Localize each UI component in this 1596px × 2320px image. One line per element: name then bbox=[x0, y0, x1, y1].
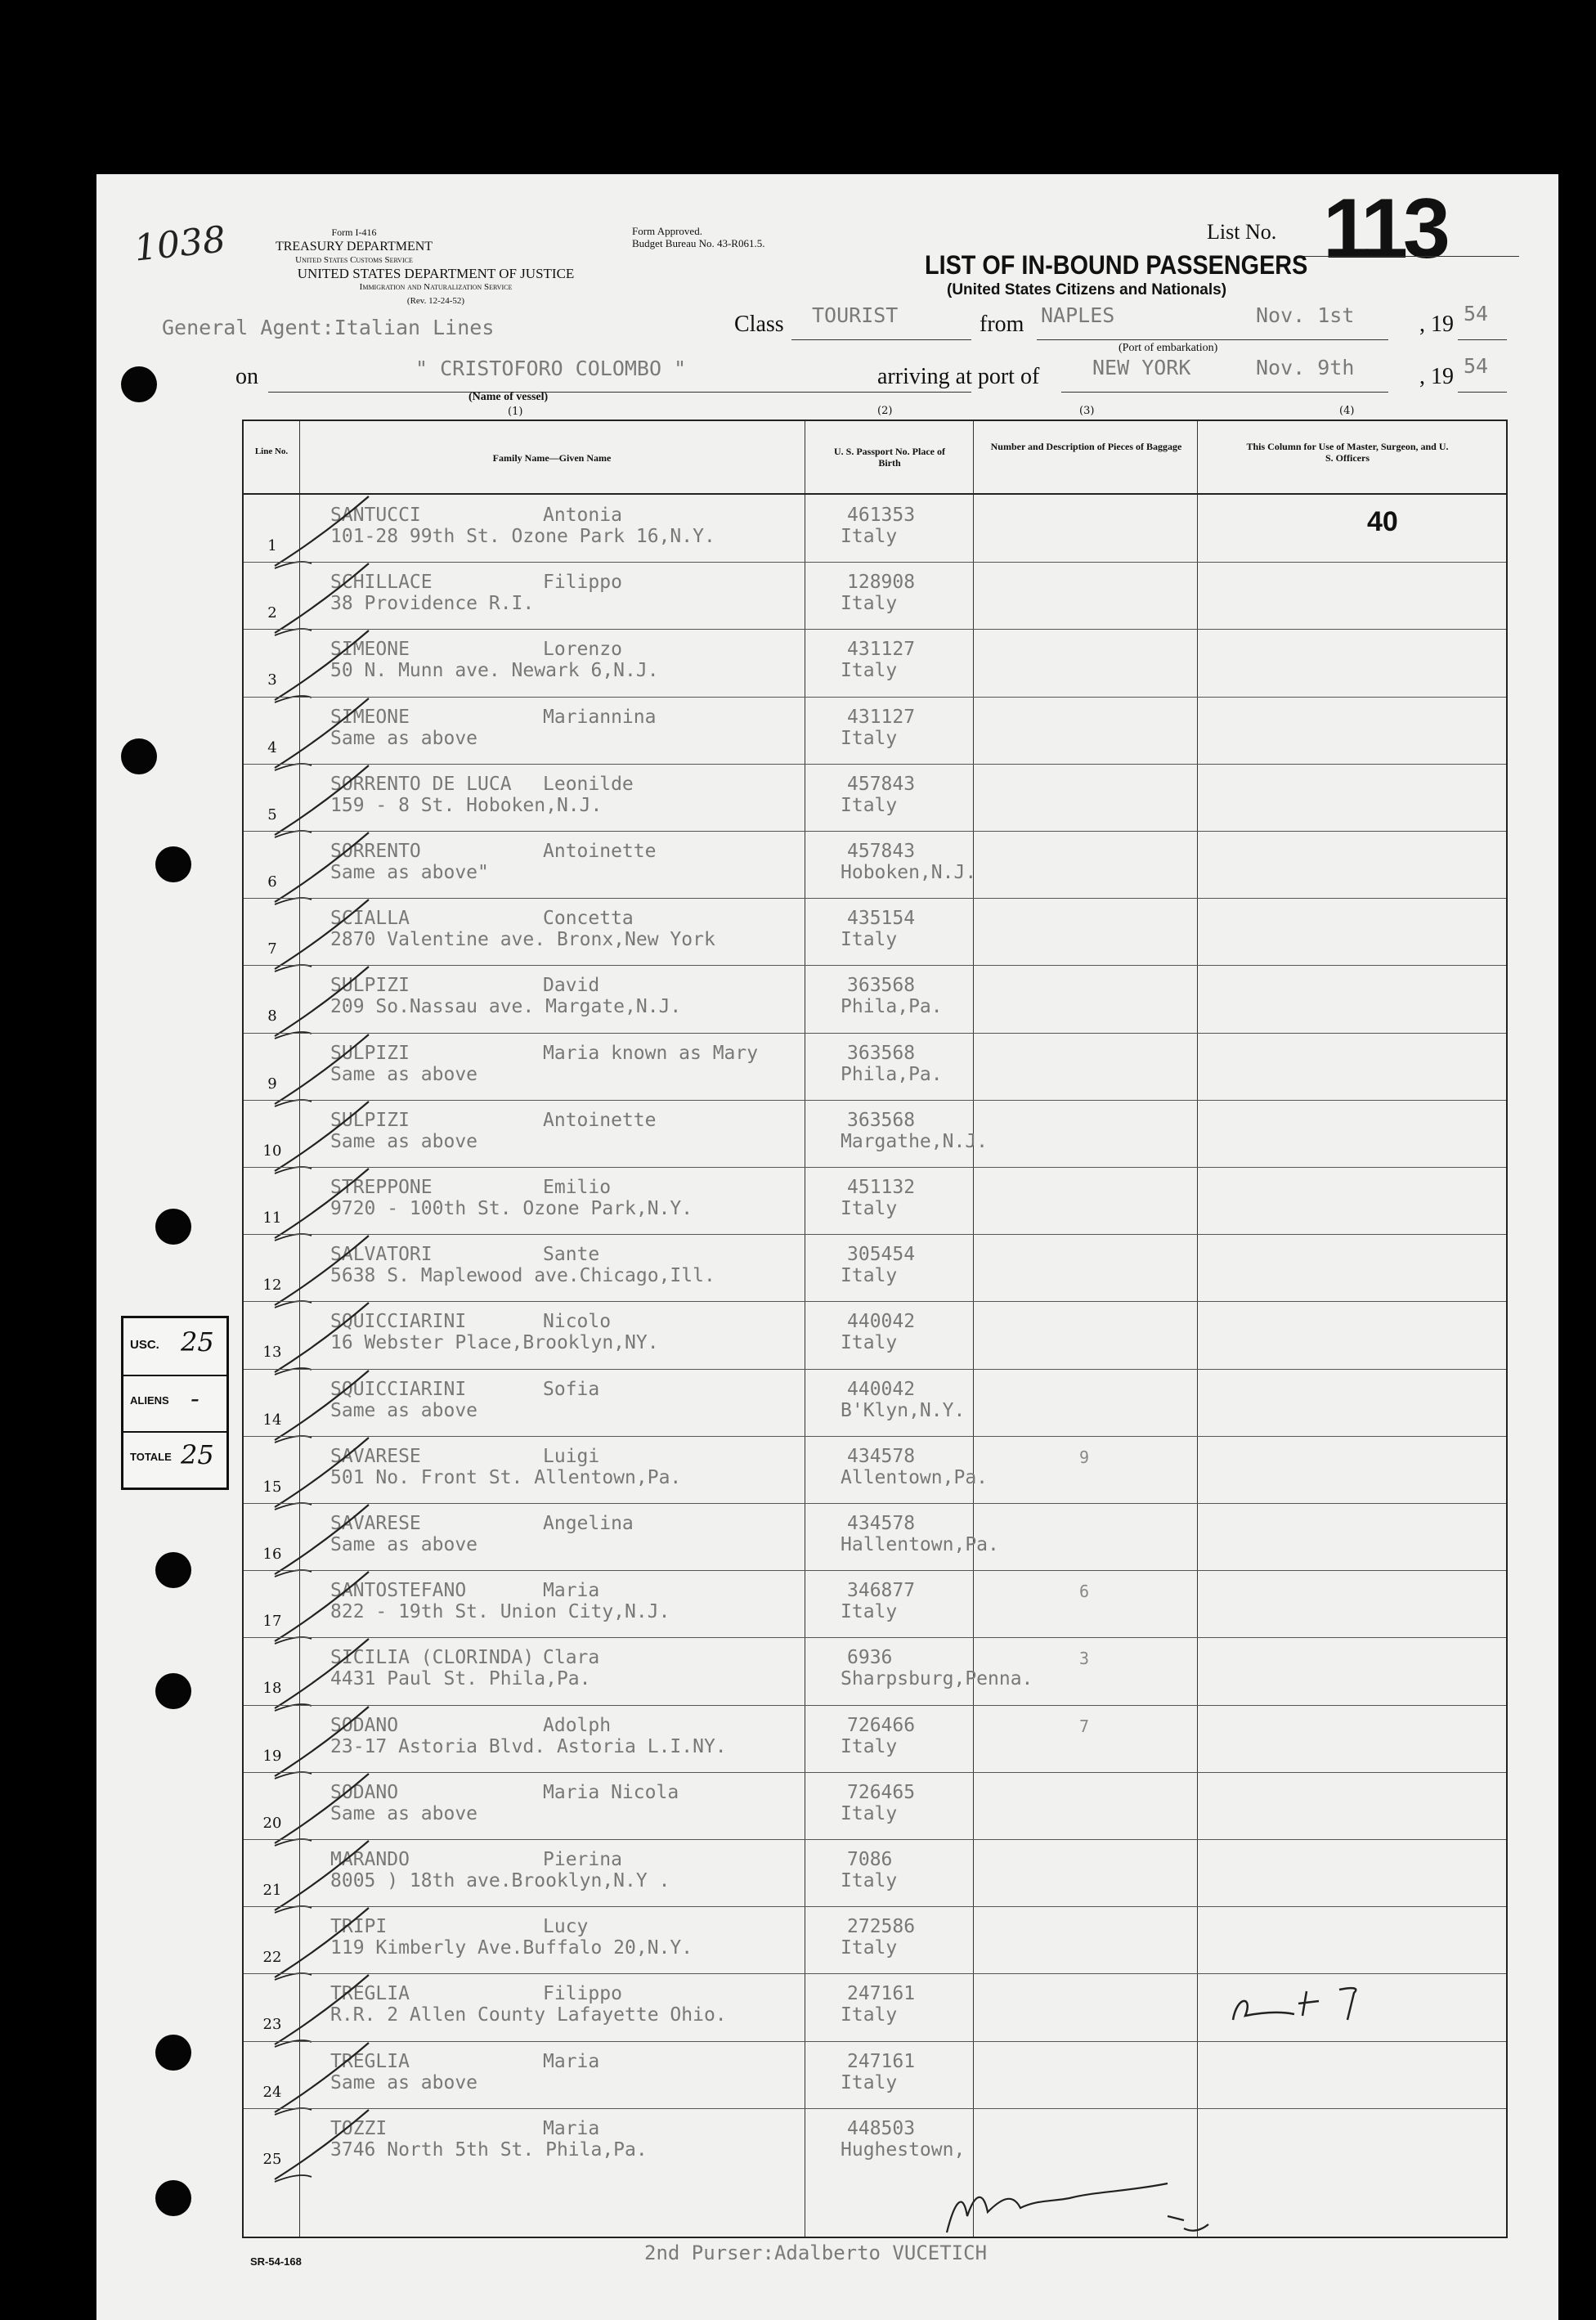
given-name: Adolph bbox=[543, 1714, 612, 1736]
family-name: SORRENTO bbox=[330, 841, 421, 862]
given-name: Emilio bbox=[543, 1177, 612, 1198]
line-number: 21 bbox=[262, 1882, 282, 1899]
col-header-name: Family Name—Given Name bbox=[492, 452, 612, 464]
passport-number: 434578 bbox=[847, 1513, 916, 1534]
stamp-aliens-label: ALIENS bbox=[130, 1394, 169, 1407]
place-of-birth: Italy bbox=[841, 1870, 898, 1891]
line-number: 1 bbox=[267, 537, 277, 554]
baggage-count: 3 bbox=[1079, 1649, 1090, 1669]
place-of-birth: Italy bbox=[841, 1265, 898, 1287]
passenger-address: 159 - 8 St. Hoboken,N.J. bbox=[330, 794, 603, 816]
family-name: SODANO bbox=[330, 1781, 399, 1803]
check-mark bbox=[275, 1034, 397, 1108]
check-mark bbox=[275, 1572, 397, 1645]
place-of-birth: B'Klyn,N.Y. bbox=[841, 1399, 966, 1421]
passenger-address: 5638 S. Maplewood ave.Chicago,Ill. bbox=[330, 1265, 715, 1287]
check-mark bbox=[275, 1639, 397, 1712]
arrival-port: NEW YORK bbox=[1092, 356, 1191, 379]
family-name: STREPPONE bbox=[330, 1177, 433, 1198]
passport-number: 457843 bbox=[847, 773, 916, 795]
check-mark bbox=[275, 832, 397, 906]
given-name: Maria Nicola bbox=[543, 1781, 679, 1803]
line-number: 6 bbox=[267, 873, 277, 891]
family-name: SALVATORI bbox=[330, 1244, 433, 1266]
passport-number: 305454 bbox=[847, 1244, 916, 1266]
family-name: SAVARESE bbox=[330, 1445, 421, 1467]
vessel-name: " CRISTOFORO COLOMBO " bbox=[415, 357, 687, 380]
passport-number: 431127 bbox=[847, 639, 916, 661]
table-row bbox=[244, 1705, 1506, 1773]
family-name: TRIPI bbox=[330, 1916, 388, 1938]
given-name: Maria bbox=[543, 2050, 600, 2072]
place-of-birth: Italy bbox=[841, 1937, 898, 1959]
line-number: 20 bbox=[262, 1814, 282, 1832]
passport-number: 457843 bbox=[847, 841, 916, 862]
passenger-address: 16 Webster Place,Brooklyn,NY. bbox=[330, 1332, 659, 1354]
place-of-birth: Margathe,N.J. bbox=[841, 1130, 989, 1152]
justice-block bbox=[244, 267, 628, 308]
table-row bbox=[244, 1301, 1506, 1369]
from-underline bbox=[1037, 339, 1388, 340]
passenger-address: 822 - 19th St. Union City,N.J. bbox=[330, 1601, 670, 1623]
punch-hole bbox=[155, 2035, 191, 2071]
family-name: SQUICCIARINI bbox=[330, 1378, 467, 1400]
given-name: Filippo bbox=[543, 572, 622, 594]
line-number: 14 bbox=[262, 1411, 282, 1429]
passport-number: 440042 bbox=[847, 1311, 916, 1333]
family-name: SIMEONE bbox=[330, 706, 410, 728]
table-row bbox=[244, 1570, 1506, 1638]
purser-signature-line: 2nd Purser:Adalberto VUCETICH bbox=[644, 2241, 988, 2264]
corner-mark: 1038 bbox=[132, 218, 228, 270]
departure-date: Nov. 1st bbox=[1256, 303, 1355, 327]
line-number: 12 bbox=[262, 1277, 282, 1295]
line-number: 11 bbox=[262, 1209, 282, 1227]
place-of-birth: Italy bbox=[841, 727, 898, 749]
line-number: 15 bbox=[262, 1478, 282, 1496]
budget-bureau: Budget Bureau No. 43-R061.5. bbox=[632, 237, 765, 249]
purser-handwriting bbox=[939, 2167, 1266, 2249]
line-number: 16 bbox=[262, 1546, 282, 1563]
passport-number: 434578 bbox=[847, 1445, 916, 1467]
given-name: Antoinette bbox=[543, 1109, 657, 1131]
given-name: Antonia bbox=[543, 505, 622, 526]
passport-number: 451132 bbox=[847, 1177, 916, 1198]
family-name: SORRENTO DE LUCA bbox=[330, 773, 512, 795]
punch-hole bbox=[155, 1209, 191, 1245]
officer-handwriting bbox=[1217, 1975, 1380, 2032]
given-name: Angelina bbox=[543, 1513, 634, 1534]
col-header-baggage: Number and Description of Pieces of Baggage bbox=[990, 441, 1182, 452]
check-mark bbox=[275, 1505, 397, 1578]
col-header-officers: This Column for Use of Master, Surgeon, and U. S. Officers bbox=[1246, 441, 1449, 464]
table-row bbox=[244, 562, 1506, 630]
arrival-year-underline bbox=[1458, 392, 1507, 393]
check-mark bbox=[275, 698, 397, 772]
vessel-underline bbox=[268, 392, 971, 393]
passport-number: 726466 bbox=[847, 1714, 916, 1736]
family-name: SIMEONE bbox=[330, 639, 410, 661]
customs-service: United States Customs Service bbox=[295, 255, 413, 265]
line-number: 17 bbox=[262, 1613, 282, 1631]
passenger-address: 119 Kimberly Ave.Buffalo 20,N.Y. bbox=[330, 1937, 693, 1959]
from-label: from bbox=[980, 312, 1024, 337]
family-name: SAVARESE bbox=[330, 1513, 421, 1534]
stamp-aliens-row bbox=[123, 1375, 226, 1433]
place-of-birth: Italy bbox=[841, 794, 898, 816]
stamp-usc-label: USC. bbox=[130, 1338, 159, 1352]
passenger-address: Same as above bbox=[330, 1130, 478, 1152]
passenger-address: 2870 Valentine ave. Bronx,New York bbox=[330, 929, 715, 951]
treasury-dept: TREASURY DEPARTMENT bbox=[275, 240, 433, 254]
check-mark bbox=[275, 630, 397, 704]
line-number: 8 bbox=[267, 1007, 277, 1025]
line-number: 7 bbox=[267, 940, 277, 958]
given-name: Antoinette bbox=[543, 841, 657, 862]
count-stamp bbox=[121, 1316, 229, 1490]
passport-number: 363568 bbox=[847, 1109, 916, 1131]
col-header-line: Line No. bbox=[254, 446, 289, 456]
punch-hole bbox=[155, 1552, 191, 1588]
line-number: 22 bbox=[262, 1949, 282, 1967]
punch-hole bbox=[155, 1673, 191, 1709]
given-name: Lorenzo bbox=[543, 639, 622, 661]
col-header-passport: U. S. Passport No. Place of Birth bbox=[834, 446, 945, 469]
line-number: 3 bbox=[267, 671, 277, 689]
family-name: SULPIZI bbox=[330, 1042, 410, 1064]
place-of-birth: Italy bbox=[841, 660, 898, 682]
list-label: List No. bbox=[1207, 220, 1277, 244]
passenger-address: 4431 Paul St. Phila,Pa. bbox=[330, 1668, 591, 1690]
line-number: 5 bbox=[267, 805, 277, 823]
line-number: 24 bbox=[262, 2083, 282, 2101]
given-name: Clara bbox=[543, 1647, 600, 1669]
punch-hole bbox=[155, 846, 191, 882]
arrival-underline bbox=[1061, 392, 1388, 393]
form-issuer-block bbox=[240, 226, 468, 267]
table-row bbox=[244, 1503, 1506, 1571]
given-name: Luigi bbox=[543, 1445, 600, 1467]
passenger-address: Same as above bbox=[330, 1534, 478, 1555]
given-name: Sofia bbox=[543, 1378, 600, 1400]
place-of-birth: Italy bbox=[841, 1601, 898, 1623]
passport-number: 247161 bbox=[847, 2050, 916, 2072]
stamp-total-value: 25 bbox=[181, 1439, 214, 1470]
line-number: 2 bbox=[267, 604, 277, 622]
stamp-aliens-value: - bbox=[191, 1383, 200, 1414]
passenger-address: Same as above bbox=[330, 727, 478, 749]
form-code: SR-54-168 bbox=[250, 2255, 302, 2268]
check-mark bbox=[275, 1975, 397, 2049]
passenger-address: 501 No. Front St. Allentown,Pa. bbox=[330, 1466, 682, 1488]
table-row bbox=[244, 764, 1506, 832]
table-row bbox=[244, 1033, 1506, 1101]
table-row bbox=[244, 965, 1506, 1033]
given-name: Maria known as Mary bbox=[543, 1042, 759, 1064]
check-mark bbox=[275, 765, 397, 839]
table-row bbox=[244, 1167, 1506, 1235]
table-row bbox=[244, 1906, 1506, 1974]
passport-number: 6936 bbox=[847, 1647, 893, 1669]
passenger-address: 50 N. Munn ave. Newark 6,N.J. bbox=[330, 660, 659, 682]
family-name: SULPIZI bbox=[330, 1109, 410, 1131]
check-mark bbox=[275, 2110, 397, 2183]
family-name: SCIALLA bbox=[330, 908, 410, 930]
arrival-date: Nov. 9th bbox=[1256, 356, 1355, 379]
passport-number: 435154 bbox=[847, 908, 916, 930]
line-number: 25 bbox=[262, 2150, 282, 2168]
check-mark bbox=[275, 496, 397, 570]
place-of-birth: Italy bbox=[841, 2071, 898, 2093]
line-number: 18 bbox=[262, 1680, 282, 1698]
check-mark bbox=[275, 1774, 397, 1847]
check-mark bbox=[275, 1438, 397, 1511]
passport-number: 272586 bbox=[847, 1916, 916, 1938]
officer-count: 40 bbox=[1367, 506, 1398, 537]
passenger-address: Same as above bbox=[330, 1063, 478, 1085]
general-agent: General Agent:Italian Lines bbox=[162, 316, 495, 339]
family-name: SICILIA (CLORINDA) bbox=[330, 1647, 535, 1669]
passenger-address: 101-28 99th St. Ozone Park 16,N.Y. bbox=[330, 526, 715, 547]
place-of-birth: Italy bbox=[841, 1332, 898, 1354]
given-name: Nicolo bbox=[543, 1311, 612, 1333]
passenger-address: Same as above bbox=[330, 1399, 478, 1421]
table-row bbox=[244, 1637, 1506, 1705]
punch-hole bbox=[121, 738, 157, 774]
arriving-label: arriving at port of bbox=[877, 364, 1040, 389]
table-row bbox=[244, 1772, 1506, 1840]
place-of-birth: Italy bbox=[841, 526, 898, 547]
given-name: Maria bbox=[543, 2117, 600, 2139]
place-of-birth: Phila,Pa. bbox=[841, 996, 943, 1018]
passport-number: 726465 bbox=[847, 1781, 916, 1803]
table-row bbox=[244, 1839, 1506, 1907]
family-name: SQUICCIARINI bbox=[330, 1311, 467, 1333]
class-label: Class bbox=[734, 312, 784, 337]
given-name: David bbox=[543, 975, 600, 997]
document-subtitle: (United States Citizens and Nationals) bbox=[947, 281, 1227, 298]
given-name: Pierina bbox=[543, 1849, 622, 1870]
line-number: 19 bbox=[262, 1747, 282, 1765]
check-mark bbox=[275, 1236, 397, 1309]
table-row bbox=[244, 1100, 1506, 1168]
place-of-birth: Italy bbox=[841, 1802, 898, 1824]
place-of-birth: Hallentown,Pa. bbox=[841, 1534, 999, 1555]
passport-number: 431127 bbox=[847, 706, 916, 728]
place-of-birth: Allentown,Pa. bbox=[841, 1466, 989, 1488]
place-of-birth: Sharpsburg,Penna. bbox=[841, 1668, 1033, 1690]
passport-number: 247161 bbox=[847, 1983, 916, 2005]
col-num-1: (1) bbox=[508, 406, 523, 418]
line-number: 13 bbox=[262, 1344, 282, 1362]
stamp-usc-value: 25 bbox=[181, 1326, 214, 1357]
given-name: Leonilde bbox=[543, 773, 634, 795]
place-of-birth: Phila,Pa. bbox=[841, 1063, 943, 1085]
check-mark bbox=[275, 563, 397, 637]
place-of-birth: Italy bbox=[841, 593, 898, 615]
check-mark bbox=[275, 967, 397, 1040]
place-of-birth: Italy bbox=[841, 2004, 898, 2026]
depart-year-underline bbox=[1458, 339, 1507, 340]
passenger-address: 23-17 Astoria Blvd. Astoria L.I.NY. bbox=[330, 1735, 727, 1757]
check-mark bbox=[275, 900, 397, 973]
passenger-address: 209 So.Nassau ave. Margate,N.J. bbox=[330, 996, 682, 1018]
document-title: LIST OF IN-BOUND PASSENGERS bbox=[925, 250, 1308, 280]
table-row bbox=[244, 898, 1506, 966]
on-label: on bbox=[235, 364, 258, 389]
port-embark-caption: (Port of embarkation) bbox=[1119, 342, 1218, 354]
passenger-table bbox=[242, 420, 1508, 2238]
passenger-address: R.R. 2 Allen County Lafayette Ohio. bbox=[330, 2004, 727, 2026]
family-name: MARANDO bbox=[330, 1849, 410, 1870]
family-name: SANTOSTEFANO bbox=[330, 1580, 467, 1602]
passport-number: 448503 bbox=[847, 2117, 916, 2139]
table-row bbox=[244, 1234, 1506, 1302]
table-row bbox=[244, 1436, 1506, 1504]
check-mark bbox=[275, 1841, 397, 1914]
table-row bbox=[244, 2108, 1506, 2176]
table-row bbox=[244, 495, 1506, 563]
family-name: SODANO bbox=[330, 1714, 399, 1736]
passport-number: 440042 bbox=[847, 1378, 916, 1400]
given-name: Mariannina bbox=[543, 706, 657, 728]
baggage-count: 6 bbox=[1079, 1582, 1090, 1602]
justice-dept: UNITED STATES DEPARTMENT OF JUSTICE bbox=[297, 266, 575, 281]
check-mark bbox=[275, 1303, 397, 1376]
passenger-address: Same as above" bbox=[330, 862, 489, 883]
check-mark bbox=[275, 1169, 397, 1242]
arrival-year: 54 bbox=[1464, 354, 1489, 378]
check-mark bbox=[275, 1371, 397, 1444]
place-of-birth: Italy bbox=[841, 929, 898, 951]
given-name: Lucy bbox=[543, 1916, 589, 1938]
list-number-underline bbox=[1302, 256, 1519, 257]
given-name: Maria bbox=[543, 1580, 600, 1602]
depart-year-prefix: , 19 bbox=[1419, 312, 1454, 337]
line-number: 10 bbox=[262, 1142, 282, 1160]
class-value: TOURIST bbox=[812, 303, 899, 327]
vessel-caption: (Name of vessel) bbox=[468, 391, 549, 403]
approval-block bbox=[632, 225, 764, 249]
stamp-usc-row bbox=[123, 1318, 226, 1376]
col-num-3: (3) bbox=[1079, 405, 1095, 417]
passport-number: 7086 bbox=[847, 1849, 893, 1870]
table-row bbox=[244, 1369, 1506, 1437]
stamp-total-label: TOTALE bbox=[130, 1451, 172, 1463]
place-of-birth: Hughestown, bbox=[841, 2138, 966, 2161]
table-row bbox=[244, 629, 1506, 697]
table-row bbox=[244, 697, 1506, 765]
passenger-address: 9720 - 100th St. Ozone Park,N.Y. bbox=[330, 1198, 693, 1219]
passenger-address: 8005 ) 18th ave.Brooklyn,N.Y . bbox=[330, 1870, 670, 1891]
passport-number: 346877 bbox=[847, 1580, 916, 1602]
place-of-birth: Italy bbox=[841, 1198, 898, 1219]
family-name: SULPIZI bbox=[330, 975, 410, 997]
punch-hole bbox=[155, 2180, 191, 2216]
given-name: Concetta bbox=[543, 908, 634, 930]
stamp-total-row bbox=[123, 1431, 226, 1488]
passport-number: 363568 bbox=[847, 975, 916, 997]
from-value: NAPLES bbox=[1041, 303, 1115, 327]
given-name: Filippo bbox=[543, 1983, 622, 2005]
line-number: 23 bbox=[262, 2016, 282, 2034]
passenger-address: 38 Providence R.I. bbox=[330, 593, 535, 615]
passport-number: 363568 bbox=[847, 1042, 916, 1064]
place-of-birth: Italy bbox=[841, 1735, 898, 1757]
line-number: 4 bbox=[267, 738, 277, 756]
col-num-4: (4) bbox=[1339, 405, 1355, 417]
passport-number: 128908 bbox=[847, 572, 916, 594]
given-name: Sante bbox=[543, 1244, 600, 1266]
table-row bbox=[244, 2041, 1506, 2109]
arrival-year-prefix: , 19 bbox=[1419, 364, 1454, 389]
family-name: TREGLIA bbox=[330, 2050, 410, 2072]
check-mark bbox=[275, 1102, 397, 1175]
class-underline bbox=[791, 339, 971, 340]
departure-year: 54 bbox=[1464, 302, 1489, 325]
check-mark bbox=[275, 1707, 397, 1780]
check-mark bbox=[275, 1908, 397, 1981]
list-number: 113 bbox=[1323, 182, 1446, 276]
revision: (Rev. 12-24-52) bbox=[406, 296, 465, 306]
family-name: TOZZI bbox=[330, 2117, 388, 2139]
line-number: 9 bbox=[267, 1075, 277, 1093]
passport-number: 461353 bbox=[847, 505, 916, 526]
passenger-address: 3746 North 5th St. Phila,Pa. bbox=[330, 2138, 648, 2161]
table-row bbox=[244, 831, 1506, 899]
passenger-address: Same as above bbox=[330, 2071, 478, 2093]
form-approved: Form Approved. bbox=[632, 225, 702, 237]
baggage-count: 7 bbox=[1079, 1716, 1090, 1736]
family-name: SANTUCCI bbox=[330, 505, 421, 526]
passenger-address: Same as above bbox=[330, 1802, 478, 1824]
check-mark bbox=[275, 2043, 397, 2116]
place-of-birth: Hoboken,N.J. bbox=[841, 862, 977, 883]
family-name: TREGLIA bbox=[330, 1983, 410, 2005]
col-num-2: (2) bbox=[877, 405, 893, 417]
punch-hole bbox=[121, 366, 157, 402]
baggage-count: 9 bbox=[1079, 1447, 1090, 1467]
family-name: SCHILLACE bbox=[330, 572, 433, 594]
form-number: Form I-416 bbox=[331, 227, 377, 238]
ins-service: Immigration and Naturalization Service bbox=[359, 282, 513, 292]
